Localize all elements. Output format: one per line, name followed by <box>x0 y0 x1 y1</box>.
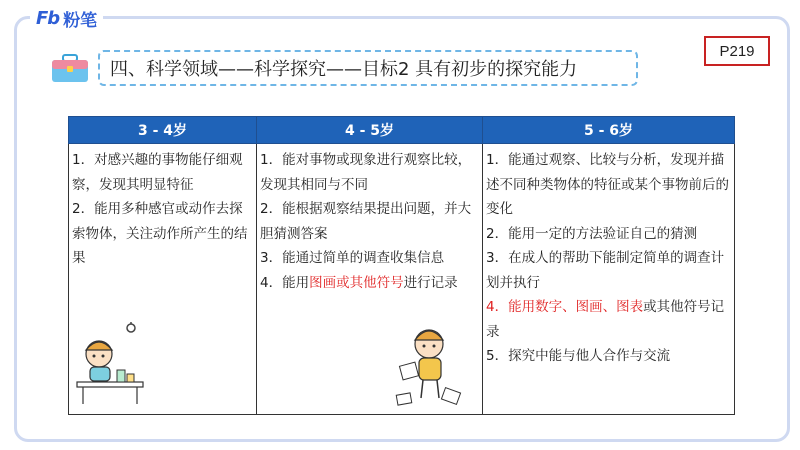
section-title <box>98 50 638 86</box>
goal-item <box>260 271 480 296</box>
goal-item: 3．在成人的帮助下能制定简单的调查计划并执行 <box>486 250 725 291</box>
table-header-row <box>69 117 735 144</box>
goals-table <box>68 116 735 415</box>
highlight-text: 图画或其他符号 <box>309 274 404 291</box>
cell-age-3-4 <box>69 144 257 415</box>
header-age-3-4: 3 - 4岁 <box>69 117 257 144</box>
goal-item: 1．能通过观察、比较与分析，发现并描述不同种类物体的特征或某个事物前后的变化 <box>486 152 729 217</box>
section-title-text: 四、科学领域——科学探究——目标2 具有初步的探究能力 <box>110 59 578 80</box>
cell-age-5-6 <box>483 144 735 415</box>
briefcase-icon <box>50 53 90 85</box>
goal-item: 2．能用一定的方法验证自己的猜测 <box>486 225 698 242</box>
goal-item: 3．能通过简单的调查收集信息 <box>260 250 445 266</box>
goal-item-text: 或其他符号记录 <box>486 299 725 340</box>
child-experiment-illustration <box>69 320 149 410</box>
header-age-5-6: 5 - 6岁 <box>483 117 735 144</box>
logo-text: 粉笔 <box>63 10 98 31</box>
goal-item: 1．对感兴趣的事物能仔细观察，发现其明显特征 <box>72 152 243 193</box>
goal-item-text: 4．能用 <box>260 274 310 291</box>
goal-item: 2．能根据观察结果提出问题，并大胆猜测答案 <box>260 201 472 242</box>
header-age-4-5: 4 - 5岁 <box>257 117 483 144</box>
table-row <box>69 144 735 415</box>
highlight-text: 4．能用数字、图画、图表 <box>486 299 644 315</box>
logo-mark: Fb <box>36 7 60 29</box>
goal-item: 2．能用多种感官或动作去探索物体，关注动作所产生的结果 <box>72 201 248 266</box>
cell-age-4-5 <box>257 144 483 415</box>
child-drawing-illustration <box>393 318 465 408</box>
goal-item: 1．能对事物或现象进行观察比较，发现其相同与不同 <box>260 152 472 193</box>
page-number: P219 <box>704 36 770 66</box>
goal-item-text: 进行记录 <box>403 274 458 291</box>
goal-item <box>486 295 732 344</box>
brand-logo <box>30 6 103 30</box>
goal-item: 5．探究中能与他人合作与交流 <box>486 348 671 364</box>
